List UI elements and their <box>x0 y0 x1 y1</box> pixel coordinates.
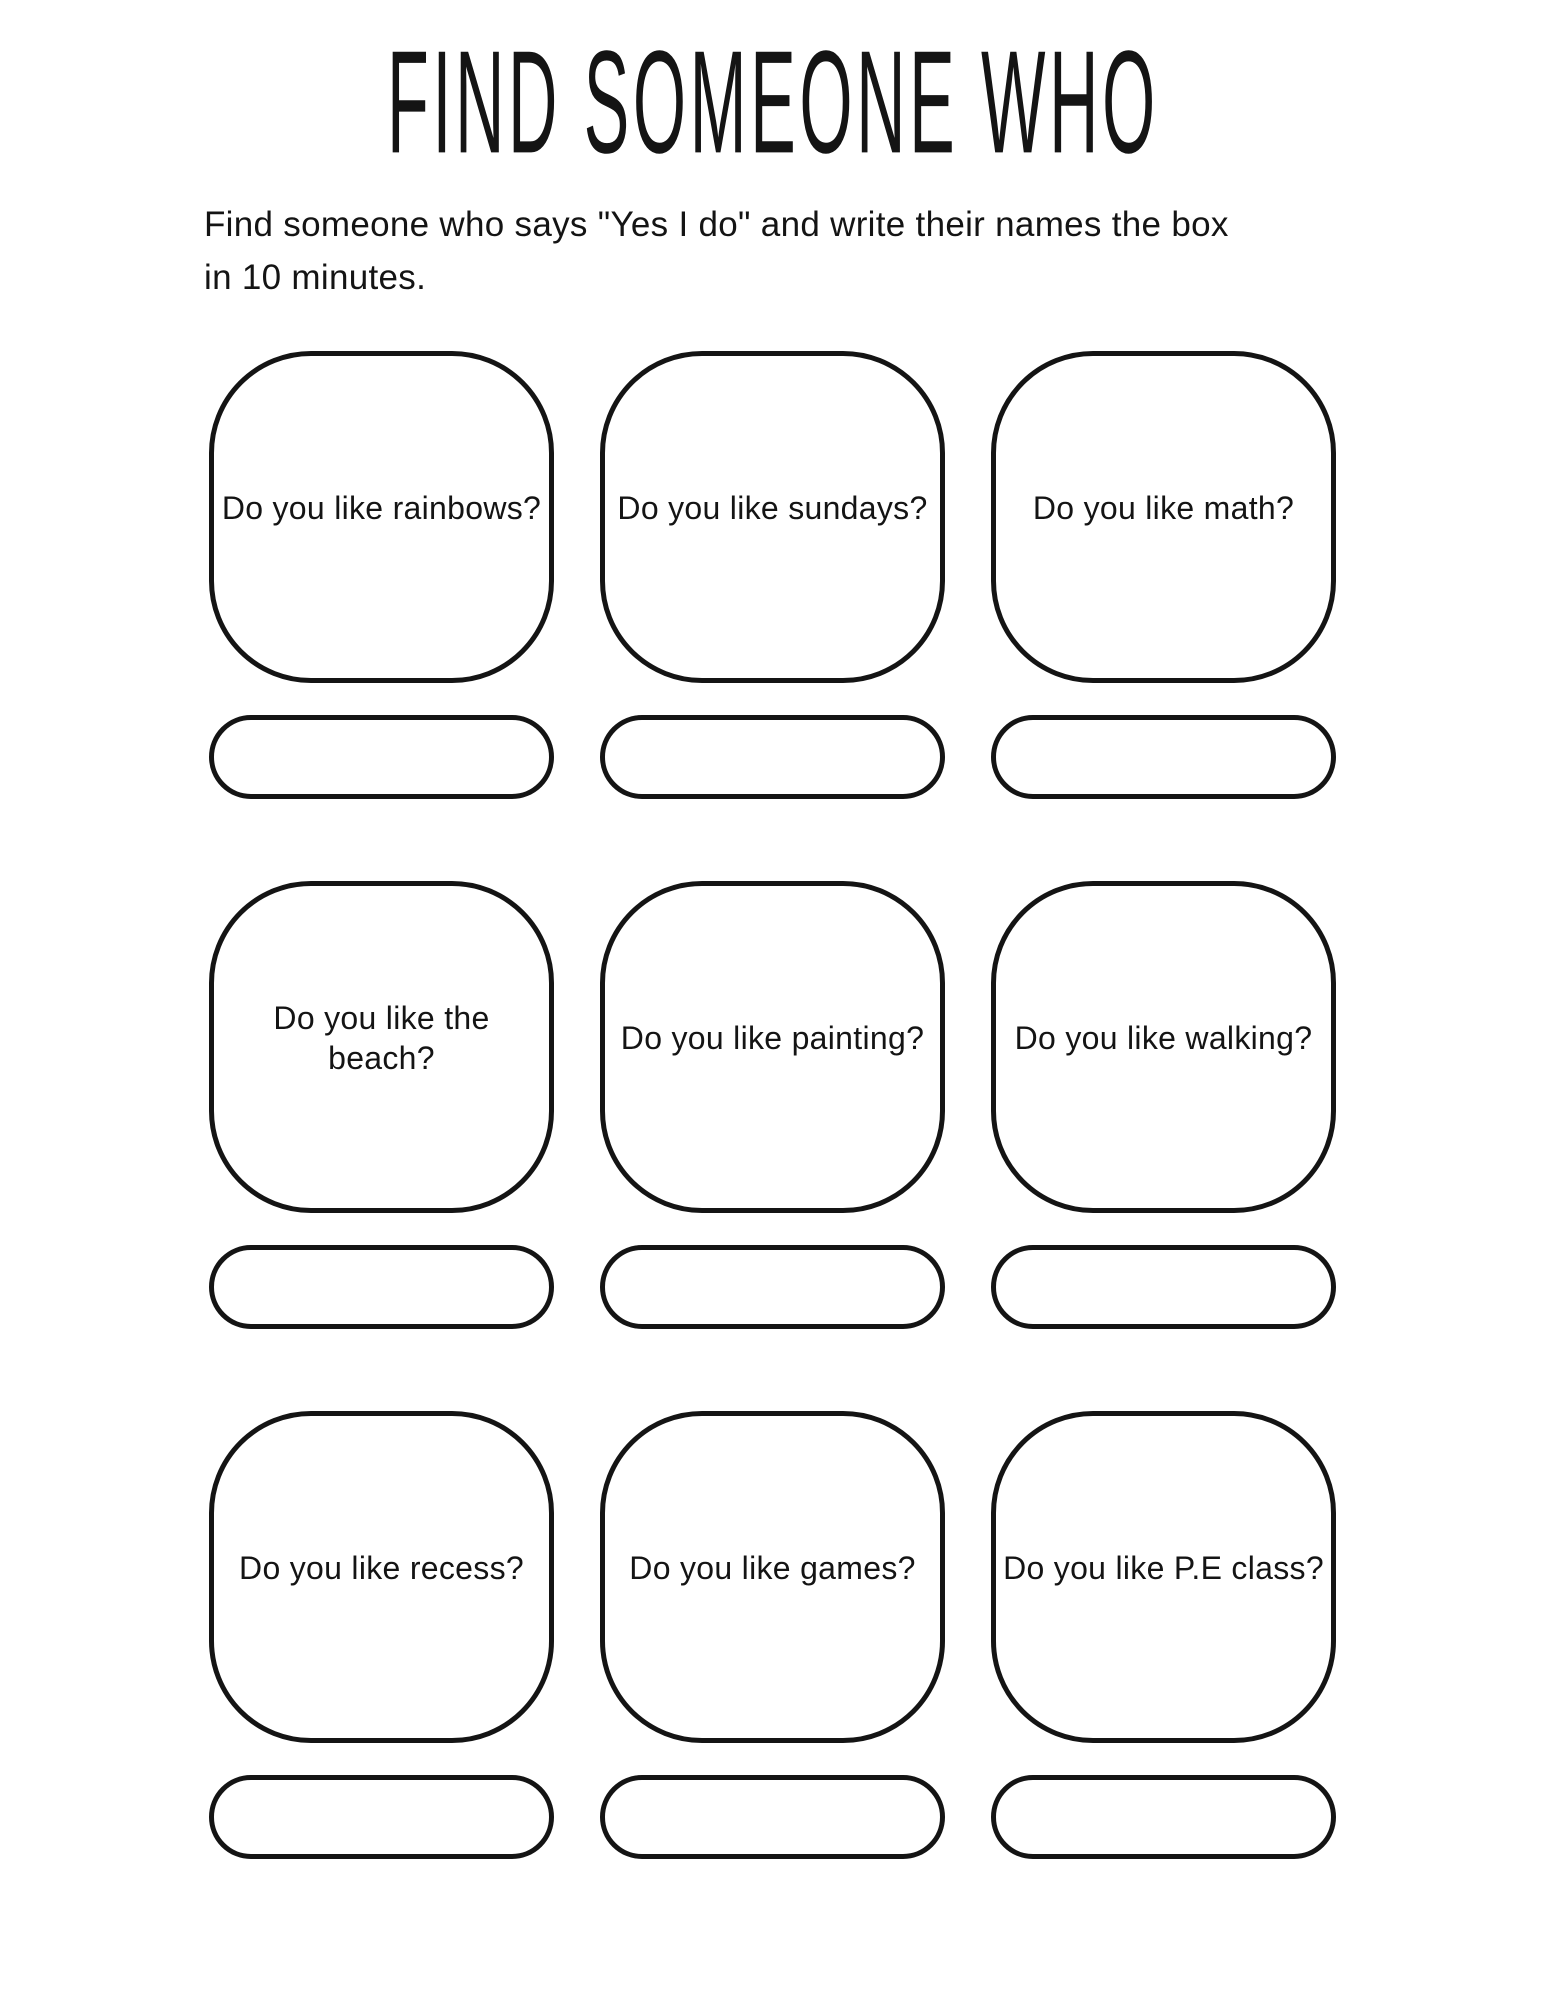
question-box <box>600 1411 945 1743</box>
question-box <box>600 351 945 683</box>
name-answer-field[interactable] <box>209 1775 554 1859</box>
instruction-line-2: in 10 minutes. <box>204 258 427 297</box>
question-text: Do you like the beach? <box>273 1000 490 1076</box>
question-box <box>991 351 1336 683</box>
name-answer-field[interactable] <box>209 1245 554 1329</box>
question-cell <box>600 881 945 1329</box>
question-box <box>991 1411 1336 1743</box>
question-box <box>600 881 945 1213</box>
question-box <box>209 1411 554 1743</box>
question-text: Do you like painting? <box>620 1020 925 1056</box>
question-cell <box>600 1411 945 1859</box>
question-cell <box>209 881 554 1329</box>
question-text: Do you like rainbows? <box>221 490 542 526</box>
question-cell <box>209 1411 554 1859</box>
question-grid <box>209 351 1336 1859</box>
name-answer-field[interactable] <box>600 1775 945 1859</box>
question-cell <box>991 881 1336 1329</box>
question-text: Do you like sundays? <box>617 490 928 526</box>
name-answer-field[interactable] <box>991 1245 1336 1329</box>
question-text: Do you like games? <box>629 1550 916 1586</box>
question-text: Do you like walking? <box>1014 1020 1313 1056</box>
question-text: Do you like recess? <box>239 1550 524 1586</box>
name-answer-field[interactable] <box>600 1245 945 1329</box>
name-answer-field[interactable] <box>600 715 945 799</box>
question-box <box>991 881 1336 1213</box>
question-box <box>209 351 554 683</box>
name-answer-field[interactable] <box>991 715 1336 799</box>
question-cell <box>209 351 554 799</box>
name-answer-field[interactable] <box>209 715 554 799</box>
question-cell <box>991 1411 1336 1859</box>
instructions-text <box>204 198 1354 304</box>
page-title: FIND SOMEONE WHO <box>387 20 1159 185</box>
question-cell <box>600 351 945 799</box>
name-answer-field[interactable] <box>991 1775 1336 1859</box>
question-text: Do you like P.E class? <box>1003 1550 1324 1586</box>
instruction-line-1: Find someone who says "Yes I do" and write their names the box <box>204 205 1229 244</box>
question-text: Do you like math? <box>1032 490 1295 526</box>
question-box <box>209 881 554 1213</box>
question-cell <box>991 351 1336 799</box>
